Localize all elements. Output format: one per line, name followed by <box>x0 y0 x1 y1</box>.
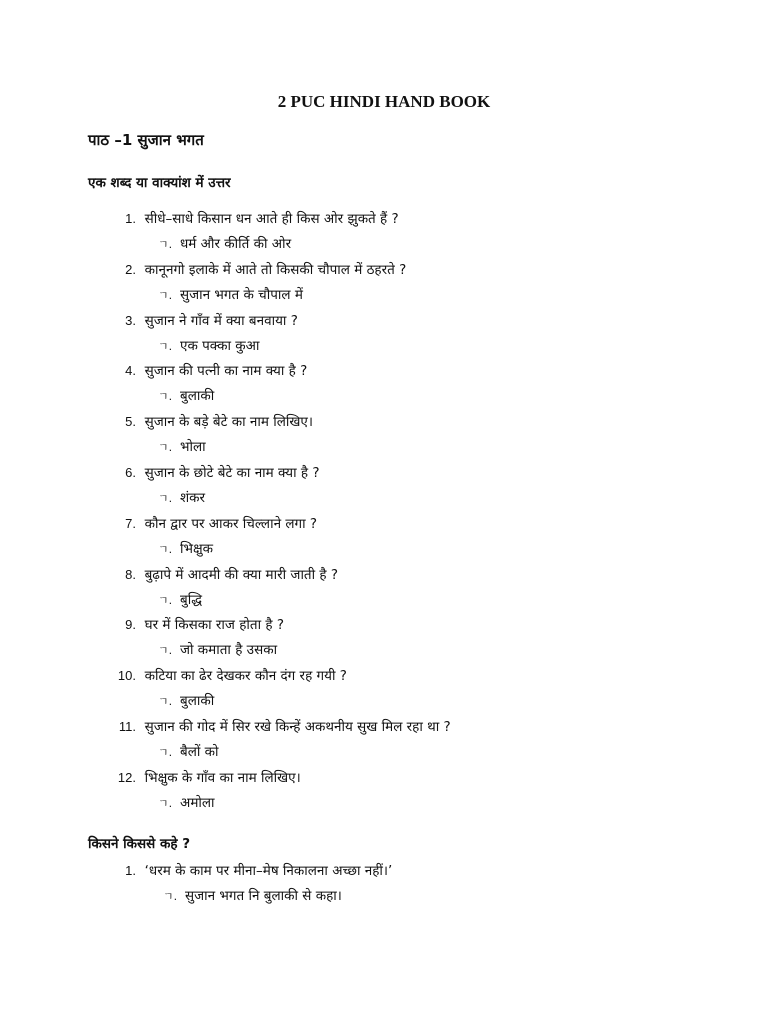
question-text: सुजान के बड़े बेटे का नाम लिखिए। <box>144 414 313 431</box>
question-list <box>0 209 768 819</box>
question-number: 4. <box>125 363 136 379</box>
question-number: 10. <box>117 668 136 684</box>
question-list-2 <box>0 861 768 912</box>
answer <box>158 742 219 760</box>
question-number: 6. <box>125 464 136 480</box>
question <box>108 861 392 879</box>
question-item <box>0 361 768 412</box>
document-title-text: 2 PUC HINDI HAND BOOK <box>277 92 491 111</box>
question-text: सुजान के छोटे बेटे का नाम क्या है ? <box>144 464 320 481</box>
answer <box>158 539 213 557</box>
answer-text: बुलाकी <box>180 388 215 405</box>
answer <box>158 234 291 252</box>
question-item <box>0 717 768 768</box>
answer-text: शंकर <box>180 489 206 506</box>
answer-marker: ㄱ. <box>158 390 173 404</box>
question <box>108 209 399 227</box>
answer <box>158 336 259 354</box>
answer <box>158 437 206 455</box>
question <box>108 565 338 583</box>
question-text: कटिया का ढेर देखकर कौन दंग रह गयी ? <box>144 668 347 685</box>
answer-text: बैलों को <box>180 743 219 760</box>
answer <box>158 386 214 404</box>
answer-text: अमोला <box>180 794 215 811</box>
question <box>108 361 307 379</box>
answer-text: बुद्धि <box>180 591 202 608</box>
question-number: 12. <box>117 769 136 785</box>
question-text: सुजान की गोद में सिर रखे किन्हें अकथनीय सुख मिल रहा था ? <box>144 718 451 735</box>
question <box>108 768 301 786</box>
question <box>108 412 313 430</box>
question-number: 1. <box>125 211 136 226</box>
answer-text: जो कमाता है उसका <box>180 642 278 659</box>
question-item <box>0 565 768 616</box>
question-number: 11. <box>118 718 136 734</box>
answer-marker: ㄱ. <box>158 745 173 759</box>
answer-marker: ㄱ. <box>158 441 173 455</box>
answer-marker: ㄱ. <box>158 238 173 251</box>
question-number: 5. <box>125 414 136 430</box>
question-text: कौन द्वार पर आकर चिल्लाने लगा ? <box>144 515 318 532</box>
question-text: सुजान की पत्नी का नाम क्या है ? <box>144 363 308 380</box>
question-text: सुजान ने गाँव में क्या बनवाया ? <box>144 312 298 329</box>
answer <box>158 488 205 506</box>
document-title <box>0 92 768 112</box>
section-heading-one-word: एक शब्द या वाक्यांश में उत्तर <box>88 175 231 191</box>
answer-text: धर्म और कीर्ति की ओर <box>180 236 292 252</box>
question-text: ‘धरम के काम पर मीना–मेष निकालना अच्छा नहीं।’ <box>144 863 393 879</box>
question-text: घर में किसका राज होता है ? <box>144 617 284 634</box>
question-text: कानूनगो इलाके में आते तो किसकी चौपाल में ठहरते ? <box>144 261 407 278</box>
question-number: 3. <box>125 312 136 328</box>
lesson-heading: पाठ –1 सुजान भगत <box>88 131 204 149</box>
question-number: 8. <box>125 566 136 582</box>
question-item <box>0 861 768 912</box>
section-heading-who-said: किसने किससे कहे ? <box>88 836 191 852</box>
answer-marker: ㄱ. <box>158 695 173 709</box>
question <box>108 260 406 278</box>
answer-marker: ㄱ. <box>158 796 173 810</box>
question-number: 9. <box>125 617 136 633</box>
question <box>108 717 451 735</box>
answer-text: भोला <box>180 439 206 456</box>
answer-text: बुलाकी <box>180 693 215 710</box>
question <box>108 514 317 532</box>
question-item <box>0 463 768 514</box>
answer-text: सुजान भगत के चौपाल में <box>180 286 303 303</box>
question-item <box>0 666 768 717</box>
question-item <box>0 412 768 463</box>
question-number: 1. <box>125 863 136 878</box>
answer <box>158 691 214 709</box>
answer <box>163 886 342 904</box>
answer-text: भिक्षुक <box>180 540 214 557</box>
question-text: सीधे–साधे किसान धन आते ही किस ओर झुकते हैं ? <box>144 211 399 227</box>
question-text: भिक्षुक के गाँव का नाम लिखिए। <box>144 769 301 786</box>
answer-marker: ㄱ. <box>158 593 173 607</box>
question <box>108 311 298 329</box>
answer-text: सुजान भगत नि बुलाकी से कहा। <box>185 888 342 904</box>
answer-marker: ㄱ. <box>158 644 173 658</box>
question-item <box>0 514 768 565</box>
question-item <box>0 260 768 311</box>
answer <box>158 590 202 608</box>
answer <box>158 640 277 658</box>
question <box>108 666 347 684</box>
answer-marker: ㄱ. <box>158 491 173 505</box>
question-item <box>0 311 768 362</box>
question-item <box>0 768 768 819</box>
question-number: 7. <box>125 515 136 531</box>
answer-marker: ㄱ. <box>158 542 173 556</box>
question <box>108 463 320 481</box>
question <box>108 615 284 633</box>
answer-marker: ㄱ. <box>163 890 178 903</box>
question-number: 2. <box>125 261 136 277</box>
question-item <box>0 615 768 666</box>
question-item <box>0 209 768 260</box>
answer-text: एक पक्का कुआ <box>180 337 260 354</box>
answer-marker: ㄱ. <box>158 339 173 353</box>
answer <box>158 793 215 811</box>
answer <box>158 285 303 303</box>
answer-marker: ㄱ. <box>158 288 173 302</box>
question-text: बुढ़ापे में आदमी की क्या मारी जाती है ? <box>144 566 339 583</box>
